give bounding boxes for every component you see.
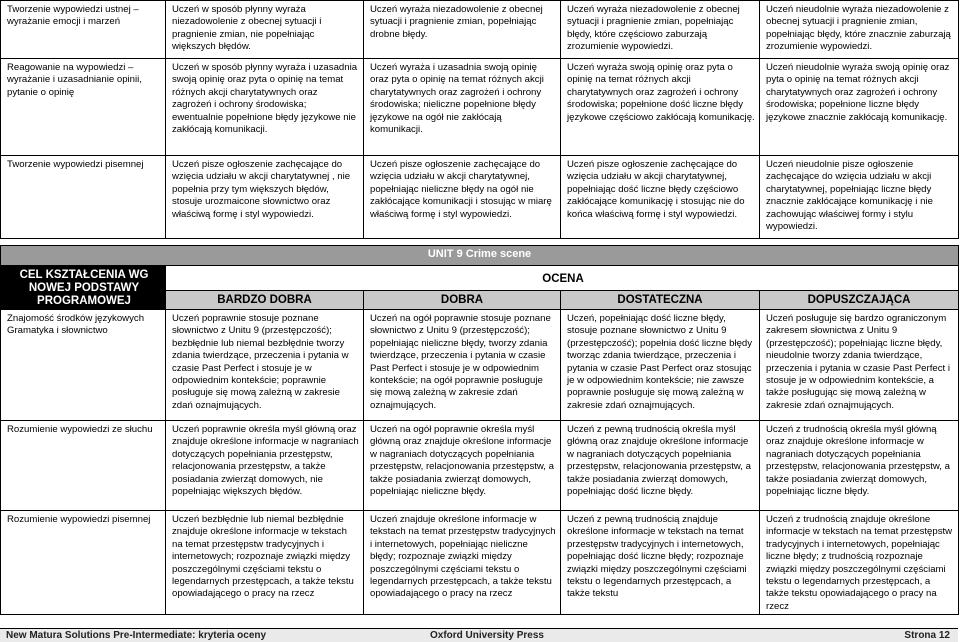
table-row bbox=[1, 59, 959, 156]
skill-label: Rozumienie wypowiedzi pisemnej bbox=[1, 511, 166, 615]
table-row bbox=[1, 421, 959, 511]
criteria-cell: Uczeń pisze ogłoszenie zachęcające do wzięcia udziału w akcji charytatywnej, popełniając nieliczne błędy na ogół nie zakłócające komunikacji i stosując w miarę właściwą formę i styl wypowiedzi. bbox=[364, 156, 561, 239]
skill-label: Rozumienie wypowiedzi ze słuchu bbox=[1, 421, 166, 511]
criteria-cell: Uczeń nieudolnie pisze ogłoszenie zachęcające do wzięcia udziału w akcji charytatywnej, popełniając liczne błędy znacznie zakłócające komunikację i nie zachowując właściwej formy i stylu wypowiedzi. bbox=[760, 156, 959, 239]
skill-label: Tworzenie wypowiedzi ustnej – wyrażanie emocji i marzeń bbox=[1, 1, 166, 59]
skill-label: Znajomość środków językowych Gramatyka i słownictwo bbox=[1, 310, 166, 421]
unit-title-row bbox=[1, 246, 959, 266]
criteria-cell: Uczeń pisze ogłoszenie zachęcające do wzięcia udziału w akcji charytatywnej, popełniając dość liczne błędy częściowo zakłócające komunikację i stosując nie do końca właściwą formę i styl wypowiedzi. bbox=[561, 156, 760, 239]
criteria-cell: Uczeń z pewną trudnością określa myśl główną oraz znajduje określone informacje w nagraniach dotyczących popełniania przestępstw, relacjonowania przestępstw, a także posiadania zwierząt domowych, popełniając dość liczne błędy. bbox=[561, 421, 760, 511]
criteria-cell: Uczeń z trudnością znajduje określone informacje w tekstach na temat przestępstw tradycyjnych i internetowych, popełniając liczne błędy; z trudnością rozpoznaje związki między poszczególnymi częściami tekstu o legendarnych przestępcach, a także tekstu opowiadającego o pracy na rzecz bbox=[760, 511, 959, 615]
criteria-cell: Uczeń bezbłędnie lub niemal bezbłędnie znajduje określone informacje w tekstach na temat przestępstw tradycyjnych i internetowych; rozpoznaje związki między poszczególnymi częściami tekstu o legendarnych przestępcach, a także tekstu opowiadającego o pracy na rzecz bbox=[166, 511, 364, 615]
criteria-cell: Uczeń wyraża i uzasadnia swoją opinię oraz pyta o opinię na temat różnych akcji charytatywnych oraz zagrożeń i ochrony środowiska; nieliczne popełnione błędy językowe na ogół nie zakłócają komunikacji. bbox=[364, 59, 561, 156]
criteria-cell: Uczeń na ogół poprawnie stosuje poznane słownictwo z Unitu 9 (przestępczość); popełniając nieliczne błędy, tworzy zdania twierdzące, przeczenia i pytania w czasie Past Perfect i stosuje je w odpowiednim kontekście; na ogół poprawnie posługuje się mową zależną w zakresie zdań oznajmujących. bbox=[364, 310, 561, 421]
criteria-cell: Uczeń wyraża swoją opinię oraz pyta o opinię na temat różnych akcji charytatywnych oraz zagrożeń i ochrony środowiska; popełnione dość liczne błędy językowe częściowo zakłócają komunikację. bbox=[561, 59, 760, 156]
criteria-cell: Uczeń w sposób płynny wyraża i uzasadnia swoją opinię oraz pyta o opinię na temat różnych akcji charytatywnych oraz zagrożeń i ochrony środowiska; ewentualnie popełnione błędy językowe nie zakłócają komunikacji. bbox=[166, 59, 364, 156]
criteria-cell: Uczeń poprawnie określa myśl główną oraz znajduje określone informacje w nagraniach dotyczących popełniania przestępstw, relacjonowania przestępstw, a także posiadania zwierząt domowych, nie popełniając większych błędów. bbox=[166, 421, 364, 511]
criteria-cell: Uczeń wyraża niezadowolenie z obecnej sytuacji i pragnienie zmian, popełniając błędy, które częściowo zaburzają zrozumienie wypowiedzi. bbox=[561, 1, 760, 59]
grade-good: DOBRA bbox=[364, 291, 561, 310]
table-row bbox=[1, 511, 959, 615]
criteria-cell: Uczeń w sposób płynny wyraża niezadowolenie z obecnej sytuacji i pragnienie zmian, nie popełniając większych błędów. bbox=[166, 1, 364, 59]
page-footer bbox=[0, 628, 958, 642]
footer-title: New Matura Solutions Pre-Intermediate: kryteria oceny bbox=[6, 630, 267, 641]
criteria-cell: Uczeń znajduje określone informacje w tekstach na temat przestępstw tradycyjnych i internetowych, popełniając nieliczne błędy; rozpoznaje związki między poszczególnymi częściami tekstu o legendarnych przestępcach, a także tekstu opowiadającego o pracy na rzecz bbox=[364, 511, 561, 615]
criteria-cell: Uczeń na ogół poprawnie określa myśl główną oraz znajduje określone informacje w nagraniach dotyczących popełniania przestępstw, relacjonowania przestępstw, a także posiadania zwierząt domowych, popełniając nieliczne błędy. bbox=[364, 421, 561, 511]
skill-label: Tworzenie wypowiedzi pisemnej bbox=[1, 156, 166, 239]
criteria-cell: Uczeń nieudolnie wyraża swoją opinię oraz pyta o opinię na temat różnych akcji charytatywnych oraz zagrożeń i ochrony środowiska; popełnione liczne błędy językowe znacznie zakłócają komunikację. bbox=[760, 59, 959, 156]
criteria-cell: Uczeń pisze ogłoszenie zachęcające do wzięcia udziału w akcji charytatywnej , nie popełnia przy tym większych błędów, stosuje urozmaicone słownictwo oraz właściwą formę i styl wypowiedzi. bbox=[166, 156, 364, 239]
footer-page-number: Strona 12 bbox=[904, 630, 950, 641]
grade-very-good: BARDZO DOBRA bbox=[166, 291, 364, 310]
criteria-cell: Uczeń poprawnie stosuje poznane słownictwo z Unitu 9 (przestępczość); bezbłędnie lub niemal bezbłędnie tworzy zdania twierdzące, przeczenia i pytania w czasie Past Perfect i stosuje je w odpowiednim kontekście; poprawnie posługuje się mową zależną w zakresie zdań oznajmujących. bbox=[166, 310, 364, 421]
criteria-cell: Uczeń wyraża niezadowolenie z obecnej sytuacji i pragnienie zmian, popełniając drobne błędy. bbox=[364, 1, 561, 59]
ocena-header: OCENA bbox=[166, 266, 959, 291]
footer-publisher: Oxford University Press bbox=[430, 630, 544, 641]
grade-satisfactory: DOSTATECZNA bbox=[561, 291, 760, 310]
unit-title: UNIT 9 Crime scene bbox=[1, 246, 959, 266]
header-row bbox=[1, 266, 959, 291]
criteria-table-unit bbox=[0, 245, 959, 615]
skill-label: Reagowanie na wypowiedzi – wyrażanie i uzasadnianie opinii, pytanie o opinię bbox=[1, 59, 166, 156]
grade-sufficient: DOPUSZCZAJĄCA bbox=[760, 291, 959, 310]
criteria-cell: Uczeń nieudolnie wyraża niezadowolenie z obecnej sytuacji i pragnienie zmian, popełniając błędy, które znacznie zaburzają zrozumienie wypowiedzi. bbox=[760, 1, 959, 59]
criteria-cell: Uczeń z trudnością określa myśl główną oraz znajduje określone informacje w nagraniach dotyczących popełniania przestępstw, relacjonowania przestępstw, a także posiadania zwierząt domowych, popełniając liczne błędy. bbox=[760, 421, 959, 511]
criteria-cell: Uczeń z pewną trudnością znajduje określone informacje w tekstach na temat przestępstw tradycyjnych i internetowych, popełniając dość liczne błędy; rozpoznaje związki między poszczególnymi częściami tekstu o legendarnych przestępcach, a także tekstu bbox=[561, 511, 760, 615]
table-row bbox=[1, 156, 959, 239]
criteria-table-top bbox=[0, 0, 959, 239]
criteria-cell: Uczeń, popełniając dość liczne błędy, stosuje poznane słownictwo z Unitu 9 (przestępczość); popełnia dość liczne błędy tworząc zdania twierdzące, przeczenia i pytania w czasie Past Perfect oraz stosując je w odpowiednim kontekście; nie zawsze poprawnie posługuje się mową zależną w zakresie zdań oznajmujących. bbox=[561, 310, 760, 421]
table-row bbox=[1, 1, 959, 59]
goal-header: CEL KSZTAŁCENIA WG NOWEJ PODSTAWY PROGRAMOWEJ bbox=[1, 266, 166, 310]
criteria-cell: Uczeń posługuje się bardzo ograniczonym zakresem słownictwa z Unitu 9 (przestępczość); popełniając liczne błędy, nieudolnie tworzy zdania twierdzące, przeczenia i pytania w czasie Past Perfect i stosuje je w odpowiednim kontekście, a także posługując się mową zależną w zakresie zdań oznajmujących. bbox=[760, 310, 959, 421]
table-row bbox=[1, 310, 959, 421]
